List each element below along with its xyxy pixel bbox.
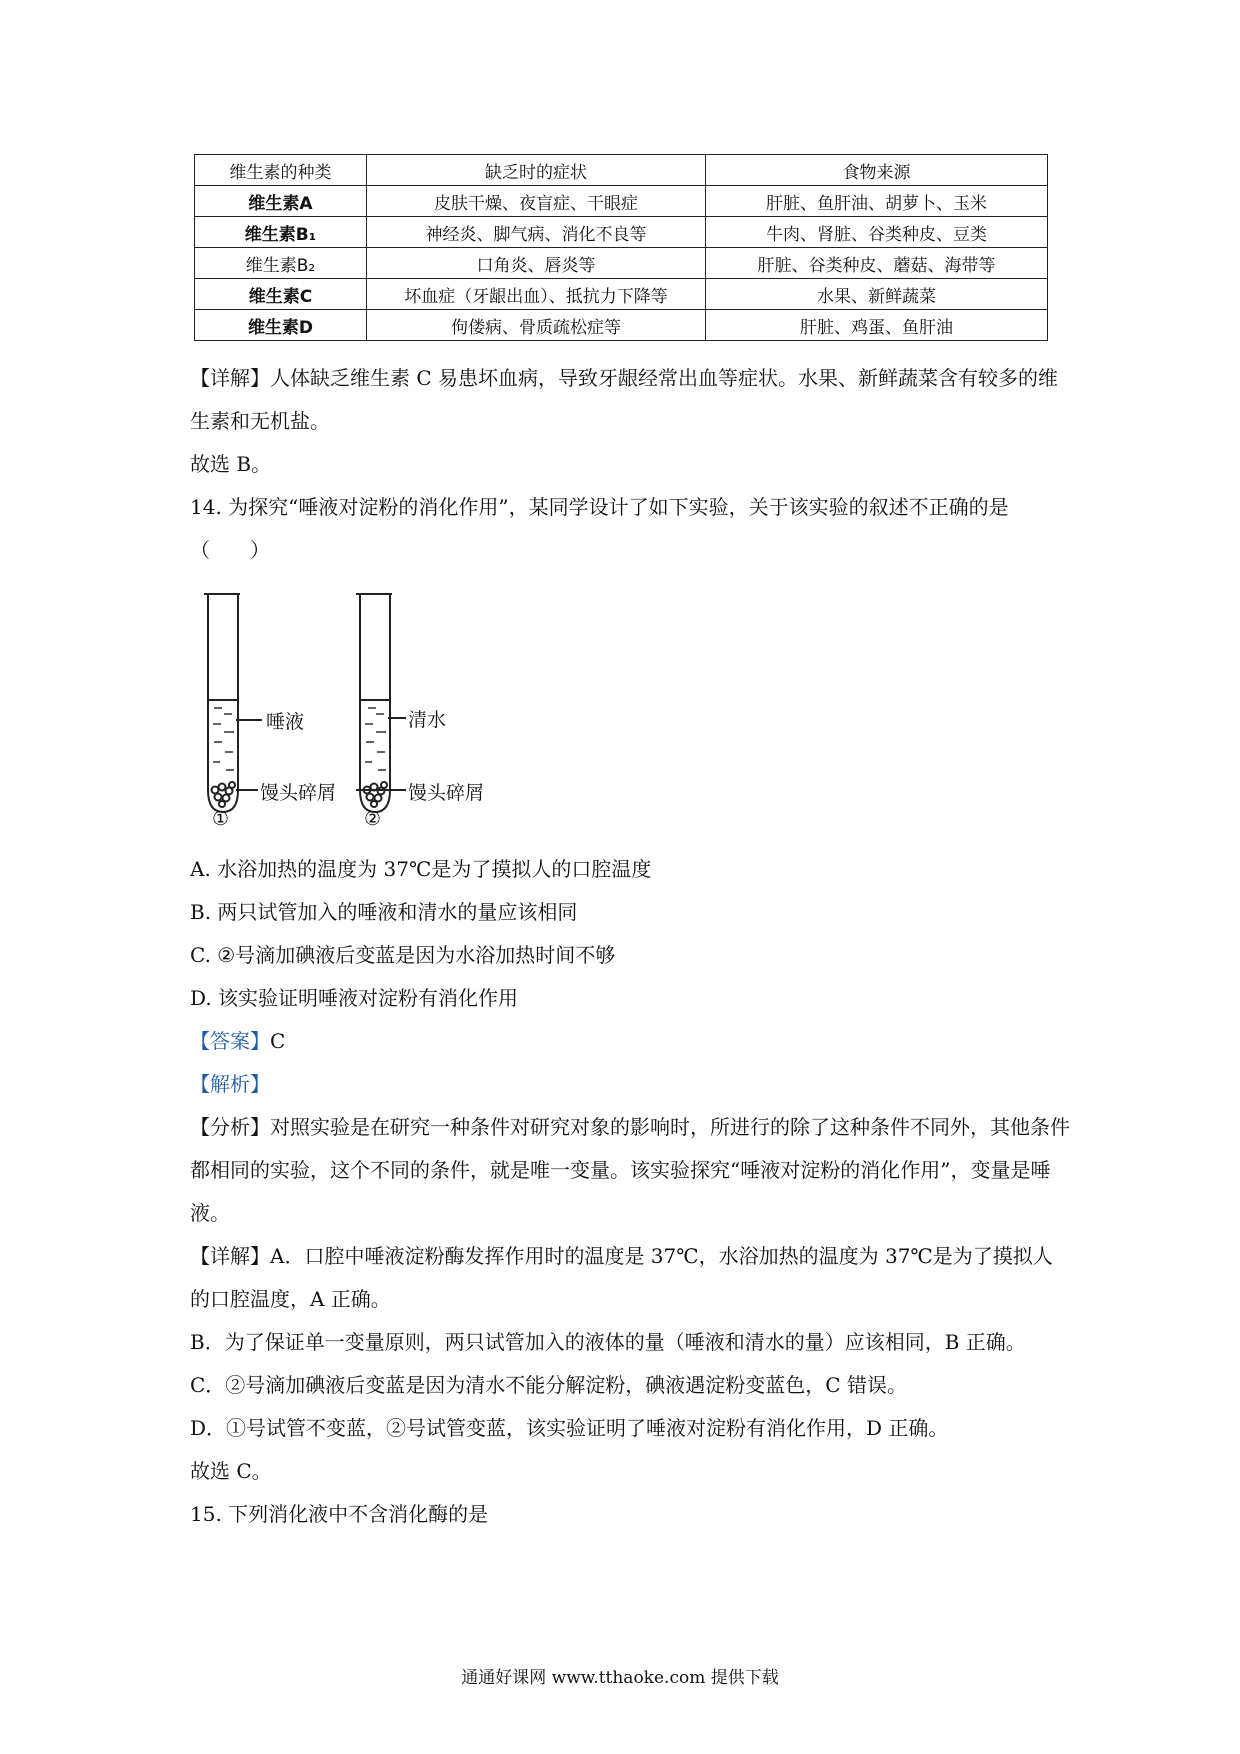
analysis-text: 对照实验是在研究一种条件对研究对象的影响时，所进行的除了这种条件不同外，其他条件都相同的实验，这个不同的条件，就是唯一变量。该实验探究“唾液对淀粉的消化作用”，变量是唾液。 [190, 1115, 1070, 1225]
option-a: A. 水浴加热的温度为 37℃是为了摸拟人的口腔温度 [190, 857, 652, 881]
detail-a-text: A．口腔中唾液淀粉酶发挥作用时的温度是 37℃，水浴加热的温度为 37℃是为了摸拟人的口腔温度，A 正确。 [190, 1244, 1053, 1311]
tube-2-number: ② [364, 808, 382, 830]
detail-c-paragraph: C．②号滴加碘液后变蓝是因为清水不能分解淀粉，碘液遇淀粉变蓝色，C 错误。 [190, 1373, 907, 1397]
table-row [195, 310, 1048, 341]
tube-1-number: ① [212, 808, 230, 830]
text-block-top [190, 357, 1070, 572]
tube-2-solid-label: 馒头碎屑 [408, 782, 485, 804]
detail-b-paragraph: B．为了保证单一变量原则，两只试管加入的液体的量（唾液和清水的量）应该相同，B 正确。 [190, 1330, 1026, 1354]
vitamin-table [194, 154, 1048, 341]
analysis-sub-tag: 【分析】 [190, 1115, 270, 1139]
analysis-paragraph [190, 1106, 1070, 1235]
table-row [195, 248, 1048, 279]
table-header: 维生素的种类 [195, 155, 367, 186]
tube-1-liquid-label: 唾液 [266, 711, 305, 733]
option-c: C. ②号滴加碘液后变蓝是因为水浴加热时间不够 [190, 943, 616, 967]
tube-1 [204, 594, 262, 812]
table-cell: 维生素A [195, 186, 367, 217]
tube-2 [356, 594, 406, 812]
question-15-stem: 15. 下列消化液中不含消化酶的是 [190, 1502, 489, 1526]
choice-line: 故选 B。 [190, 452, 272, 476]
option-b: B. 两只试管加入的唾液和清水的量应该相同 [190, 900, 578, 924]
table-row [195, 217, 1048, 248]
detail-a-paragraph [190, 1235, 1070, 1321]
analysis-tag: 【解析】 [190, 1072, 270, 1096]
tube-1-solid-label: 馒头碎屑 [260, 782, 337, 804]
table-header: 食物来源 [706, 155, 1048, 186]
table-cell: 神经炎、脚气病、消化不良等 [367, 217, 706, 248]
detail-tag: 【详解】 [190, 366, 270, 390]
answer-line [190, 1020, 1070, 1063]
table-cell: 肝脏、鸡蛋、鱼肝油 [706, 310, 1048, 341]
detail-text: 人体缺乏维生素 C 易患坏血病，导致牙龈经常出血等症状。水果、新鲜蔬菜含有较多的维生素和无机盐。 [190, 366, 1059, 433]
detail-tag: 【详解】 [190, 1244, 270, 1268]
table-cell: 肝脏、谷类种皮、蘑菇、海带等 [706, 248, 1048, 279]
test-tube-diagram [196, 590, 516, 834]
table-cell: 水果、新鲜蔬菜 [706, 279, 1048, 310]
tube-2-liquid-label: 清水 [408, 709, 447, 731]
table-cell: 维生素B₂ [195, 248, 367, 279]
table-cell: 坏血症（牙龈出血）、抵抗力下降等 [367, 279, 706, 310]
table-cell: 口角炎、唇炎等 [367, 248, 706, 279]
table-cell: 维生素B₁ [195, 217, 367, 248]
page-footer: 通通好课网 www.tthaoke.com 提供下载 [461, 1668, 779, 1688]
choice-line: 故选 C。 [190, 1459, 272, 1483]
table-cell: 佝偻病、骨质疏松症等 [367, 310, 706, 341]
text-block-bottom [190, 848, 1070, 1536]
detail-paragraph [190, 357, 1070, 443]
table-cell: 肝脏、鱼肝油、胡萝卜、玉米 [706, 186, 1048, 217]
table-cell: 牛肉、肾脏、谷类种皮、豆类 [706, 217, 1048, 248]
option-d: D. 该实验证明唾液对淀粉有消化作用 [190, 986, 519, 1010]
answer-value: C [270, 1029, 286, 1053]
table-cell: 维生素C [195, 279, 367, 310]
table-header-row [195, 155, 1048, 186]
question-14-stem: 14. 为探究“唾液对淀粉的消化作用”，某同学设计了如下实验，关于该实验的叙述不正确的是（ ） [190, 495, 1009, 562]
detail-d-paragraph: D．①号试管不变蓝，②号试管变蓝，该实验证明了唾液对淀粉有消化作用，D 正确。 [190, 1416, 949, 1440]
table-cell: 皮肤干燥、夜盲症、干眼症 [367, 186, 706, 217]
table-row [195, 279, 1048, 310]
answer-tag: 【答案】 [190, 1029, 270, 1053]
table-cell: 维生素D [195, 310, 367, 341]
table-header: 缺乏时的症状 [367, 155, 706, 186]
table-row [195, 186, 1048, 217]
